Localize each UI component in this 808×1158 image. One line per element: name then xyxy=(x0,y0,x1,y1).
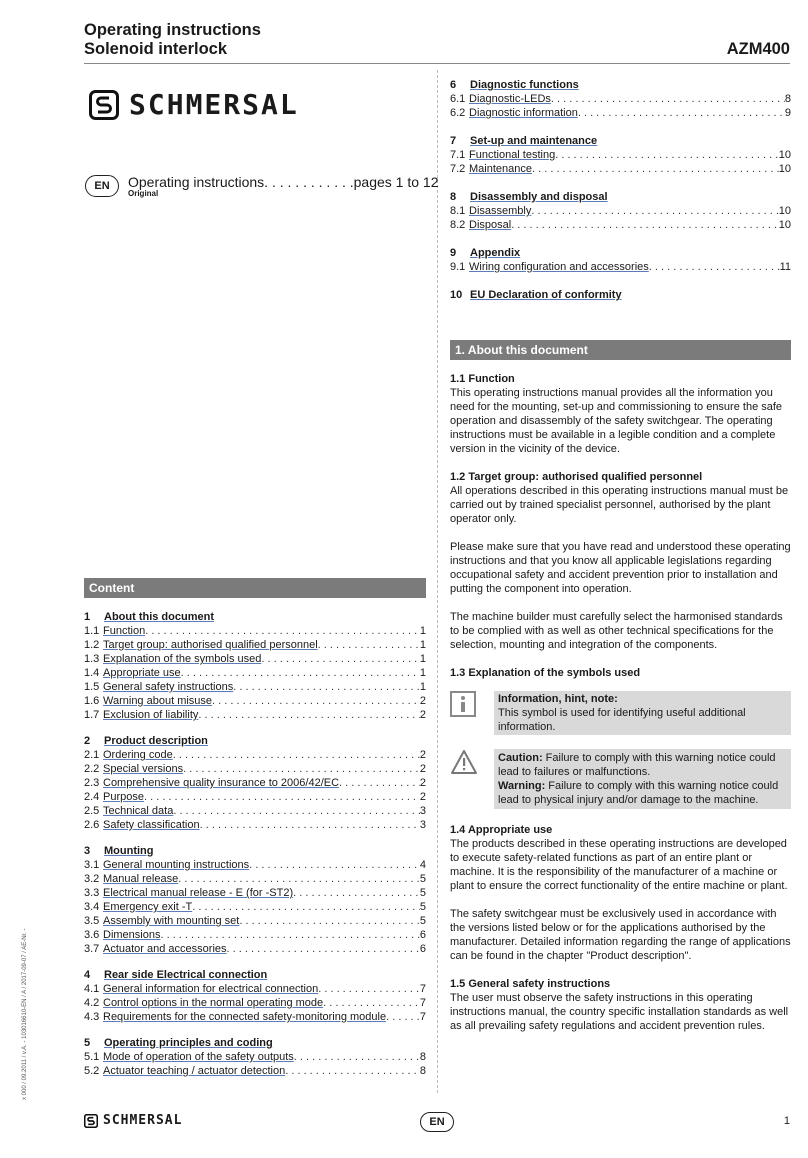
toc-entry-number: 8.2 xyxy=(450,219,466,231)
toc-entry-title[interactable]: Disassembly xyxy=(469,205,532,217)
toc-section-title[interactable]: Rear side Electrical connection xyxy=(104,969,268,981)
toc-section-title[interactable]: Disassembly and disposal xyxy=(470,191,608,203)
caution-text: Failure to comply with this warning notice could lead to failures or malfunctions. xyxy=(498,752,776,778)
toc-leader-dots xyxy=(239,914,420,928)
warning-text: Failure to comply with this warning notice could lead to physical injury and/or damage to the machine. xyxy=(498,780,779,806)
toc-entry-number: 2.4 xyxy=(84,791,100,803)
logo-wordmark: SCHMERSAL xyxy=(129,88,299,121)
toc-entry-page[interactable]: 6 xyxy=(419,929,426,941)
toc-entry-page[interactable]: 7 xyxy=(419,997,426,1009)
toc-entry-page[interactable]: 1 xyxy=(419,653,426,665)
toc-entry[interactable] xyxy=(84,666,426,680)
column-divider xyxy=(437,70,438,1093)
toc-section-title[interactable]: Operating principles and coding xyxy=(104,1037,273,1049)
toc-section-title[interactable]: Product description xyxy=(104,735,208,747)
toc-entry-title[interactable]: Dimensions xyxy=(103,929,161,941)
toc-entry-page[interactable]: 3 xyxy=(419,819,426,831)
toc-leader-dots xyxy=(200,818,420,832)
toc-entry-number: 2.5 xyxy=(84,805,100,817)
toc-entry-number: 1.4 xyxy=(84,667,100,679)
language-badge: EN xyxy=(85,175,119,197)
toc-entry-page[interactable]: 7 xyxy=(419,983,426,995)
toc-entry-title[interactable]: Safety classification xyxy=(103,819,200,831)
toc-entry-title[interactable]: Emergency exit -T xyxy=(103,901,193,913)
toc-entry-number: 2.1 xyxy=(84,749,100,761)
toc-entry-number: 3.4 xyxy=(84,901,100,913)
toc-entry-title[interactable]: Ordering code xyxy=(103,749,173,761)
toc-entry-number: 6.1 xyxy=(450,93,466,105)
toc-entry-title[interactable]: Diagnostic information xyxy=(469,107,578,119)
warning-box xyxy=(494,749,791,809)
toc-section-title[interactable]: About this document xyxy=(104,611,214,623)
toc-entry-number: 7.1 xyxy=(450,149,466,161)
toc-leader-dots xyxy=(227,942,420,956)
schmersal-logo-icon xyxy=(84,1114,98,1128)
toc-entry-title[interactable]: Target group: authorised qualified personnel xyxy=(103,639,318,651)
toc-entry-title[interactable]: Function xyxy=(103,625,146,637)
toc-entry-title[interactable]: General mounting instructions xyxy=(103,859,250,871)
toc-section-heading[interactable] xyxy=(84,968,426,982)
heading-1-5: 1.5 General safety instructions xyxy=(450,978,611,990)
info-title: Information, hint, note: xyxy=(498,693,618,705)
original-label: Original xyxy=(128,189,159,198)
toc-entry-page[interactable]: 5 xyxy=(419,901,426,913)
toc-leader-dots xyxy=(178,872,420,886)
toc-section-heading[interactable] xyxy=(84,844,426,858)
toc-leader-dots xyxy=(323,996,420,1010)
toc-entry-page[interactable]: 8 xyxy=(419,1051,426,1063)
toc-entry-title[interactable]: Wiring configuration and accessories xyxy=(469,261,649,273)
toc-entry-title[interactable]: Manual release xyxy=(103,873,179,885)
toc-entry-page[interactable]: 5 xyxy=(419,887,426,899)
toc-entry-page[interactable]: 1 xyxy=(419,639,426,651)
content-heading-bar xyxy=(84,578,426,598)
toc-leader-dots xyxy=(192,900,420,914)
toc-section-heading[interactable] xyxy=(450,134,791,148)
heading-1-2: 1.2 Target group: authorised qualified personnel xyxy=(450,471,703,483)
toc-entry-number: 4.2 xyxy=(84,997,100,1009)
toc-entry-title[interactable]: Appropriate use xyxy=(103,667,181,679)
toc-entry-title[interactable]: Requirements for the connected safety-monitoring module xyxy=(103,1011,387,1023)
toc-entry[interactable] xyxy=(450,162,791,176)
toc-section-number: 8 xyxy=(450,191,457,203)
document-reference-note: x 000 / 09.2011 / v.A. - 103016610-EN / A / 2017-09-07 / AE-Nr. - xyxy=(22,928,28,1100)
toc-entry[interactable] xyxy=(84,886,426,900)
toc-entry[interactable] xyxy=(450,148,791,162)
toc-section-title[interactable]: Diagnostic functions xyxy=(470,79,579,91)
table-of-contents-left xyxy=(84,610,426,1078)
paragraph-1-2a: All operations described in this operating instructions manual must be carried out by trained specialist personnel, authorised by the plant operator only. xyxy=(450,485,789,525)
toc-entry[interactable] xyxy=(450,260,791,274)
toc-entry-title[interactable]: Technical data xyxy=(103,805,174,817)
toc-leader-dots xyxy=(551,92,785,106)
toc-section-title[interactable]: Appendix xyxy=(470,247,521,259)
toc-entry[interactable] xyxy=(84,996,426,1010)
toc-entry-number: 1.7 xyxy=(84,709,100,721)
toc-entry[interactable] xyxy=(84,694,426,708)
toc-entry-number: 5.2 xyxy=(84,1065,100,1077)
toc-entry[interactable] xyxy=(84,942,426,956)
toc-entry-number: 1.3 xyxy=(84,653,100,665)
toc-entry-title[interactable]: Actuator teaching / actuator detection xyxy=(103,1065,286,1077)
toc-entry[interactable] xyxy=(84,818,426,832)
toc-leader-dots xyxy=(212,694,420,708)
toc-entry[interactable] xyxy=(84,776,426,790)
toc-entry-page[interactable]: 2 xyxy=(419,709,426,721)
toc-entry-number: 2.3 xyxy=(84,777,100,789)
toc-entry-title[interactable]: Assembly with mounting set xyxy=(103,915,240,927)
toc-entry-number: 4.1 xyxy=(84,983,100,995)
toc-entry-page[interactable]: 2 xyxy=(419,695,426,707)
page-number: 1 xyxy=(783,1115,790,1127)
toc-entry-page[interactable]: 10 xyxy=(778,205,791,217)
toc-entry-title[interactable]: Control options in the normal operating mode xyxy=(103,997,324,1009)
paragraph-1-2b: Please make sure that you have read and understood these operating instructions and that you know all applicable legislations regarding occupational safety and accident prevention prior to installation and putting the component into operation. xyxy=(450,541,791,595)
toc-entry-page[interactable]: 8 xyxy=(419,1065,426,1077)
toc-entry-number: 3.6 xyxy=(84,929,100,941)
toc-entry-number: 1.2 xyxy=(84,639,100,651)
toc-leader-dots xyxy=(183,762,420,776)
toc-entry-page[interactable]: 10 xyxy=(778,163,791,175)
toc-entry-title[interactable]: Warning about misuse xyxy=(103,695,213,707)
toc-entry[interactable] xyxy=(84,748,426,762)
toc-entry-number: 5.1 xyxy=(84,1051,100,1063)
toc-section-heading[interactable] xyxy=(450,78,791,92)
info-hint-block xyxy=(450,691,791,735)
toc-entry-number: 2.2 xyxy=(84,763,100,775)
toc-section-heading[interactable] xyxy=(450,190,791,204)
toc-entry-title[interactable]: Purpose xyxy=(103,791,144,803)
toc-entry-page[interactable]: 7 xyxy=(419,1011,426,1023)
toc-section-number: 9 xyxy=(450,247,457,259)
toc-entry-title[interactable]: Exclusion of liability xyxy=(103,709,199,721)
toc-entry[interactable] xyxy=(84,762,426,776)
heading-1-3: 1.3 Explanation of the symbols used xyxy=(450,667,641,679)
toc-section-number: 7 xyxy=(450,135,457,147)
content-heading: Content xyxy=(89,581,135,595)
toc-section-heading[interactable] xyxy=(84,610,426,624)
toc-leader-dots xyxy=(339,776,420,790)
toc-entry[interactable] xyxy=(84,1010,426,1024)
toc-leader-dots xyxy=(173,748,420,762)
toc-entry-number: 3.1 xyxy=(84,859,100,871)
model-name: AZM400 xyxy=(726,40,790,58)
toc-section-number: 6 xyxy=(450,79,457,91)
section-1-body xyxy=(450,372,791,1033)
toc-entry-page[interactable]: 11 xyxy=(779,261,791,273)
toc-entry-page[interactable]: 6 xyxy=(419,943,426,955)
toc-leader-dots xyxy=(233,680,420,694)
toc-leader-dots xyxy=(145,624,420,638)
toc-leader-dots xyxy=(578,106,785,120)
toc-section-heading[interactable] xyxy=(84,734,426,748)
toc-entry-number: 1.5 xyxy=(84,681,100,693)
toc-entry[interactable] xyxy=(84,900,426,914)
paragraph-1-2c: The machine builder must carefully select the harmonised standards to be complied with as well as other technical specifications for the selection, mounting and integration of the components. xyxy=(450,611,783,651)
toc-entry-page[interactable]: 2 xyxy=(419,749,426,761)
footer-language-badge: EN xyxy=(420,1112,454,1132)
toc-leader-dots xyxy=(531,204,778,218)
toc-entry[interactable] xyxy=(84,1064,426,1078)
toc-leader-dots xyxy=(511,218,779,232)
toc-leader-dots xyxy=(293,886,420,900)
toc-entry[interactable] xyxy=(84,624,426,638)
toc-entry-title[interactable]: Comprehensive quality insurance to 2006/42/EC xyxy=(103,777,340,789)
toc-entry[interactable] xyxy=(84,638,426,652)
toc-leader-dots xyxy=(261,652,420,666)
toc-entry-number: 3.3 xyxy=(84,887,100,899)
toc-section-heading[interactable] xyxy=(450,288,791,302)
toc-entry-page[interactable]: 1 xyxy=(419,667,426,679)
heading-1-1: 1.1 Function xyxy=(450,373,515,385)
toc-section-heading[interactable] xyxy=(450,246,791,260)
toc-leader-dots xyxy=(532,162,779,176)
toc-entry[interactable] xyxy=(84,858,426,872)
toc-section-number: 4 xyxy=(84,969,91,981)
heading-1-4: 1.4 Appropriate use xyxy=(450,824,553,836)
toc-entry-title[interactable]: Mode of operation of the safety outputs xyxy=(103,1051,294,1063)
paragraph-1-4a: The products described in these operating instructions are developed to execute safety-related functions as part of an entire plant or machine. It is the responsibility of the manufacturer of a machine or plant to ensure the correct functionality of the entire machine or plant. xyxy=(450,838,788,892)
toc-entry-title[interactable]: Diagnostic-LEDs xyxy=(469,93,551,105)
toc-entry-title[interactable]: Explanation of the symbols used xyxy=(103,653,262,665)
toc-entry[interactable] xyxy=(84,708,426,722)
toc-entry[interactable] xyxy=(450,92,791,106)
toc-entry-title[interactable]: Special versions xyxy=(103,763,184,775)
toc-entry-page[interactable]: 4 xyxy=(419,859,426,871)
operating-instructions-line: Operating instructions. . . . . . . . . . . .pages 1 to 12 xyxy=(128,174,439,190)
toc-entry[interactable] xyxy=(450,204,791,218)
toc-entry-number: 7.2 xyxy=(450,163,466,175)
title-line-2: Solenoid interlock xyxy=(84,40,228,58)
toc-section-number: 3 xyxy=(84,845,91,857)
toc-leader-dots xyxy=(318,638,420,652)
toc-entry[interactable] xyxy=(84,872,426,886)
toc-entry-number: 3.5 xyxy=(84,915,100,927)
toc-entry-number: 6.2 xyxy=(450,107,466,119)
toc-entry[interactable] xyxy=(84,790,426,804)
toc-entry-title[interactable]: Maintenance xyxy=(469,163,532,175)
toc-entry-page[interactable]: 3 xyxy=(419,805,426,817)
toc-leader-dots xyxy=(318,982,420,996)
toc-entry-page[interactable]: 9 xyxy=(784,107,791,119)
warning-hint-block xyxy=(450,749,791,809)
footer-wordmark: SCHMERSAL xyxy=(103,1113,183,1128)
toc-section-heading[interactable] xyxy=(84,1036,426,1050)
toc-entry-title[interactable]: Disposal xyxy=(469,219,512,231)
toc-entry-page[interactable]: 10 xyxy=(778,149,791,161)
toc-section-title[interactable]: Set-up and maintenance xyxy=(470,135,598,147)
caution-label: Caution: xyxy=(498,752,543,764)
toc-section-number: 10 xyxy=(450,289,463,301)
toc-section-title[interactable]: EU Declaration of conformity xyxy=(470,289,622,301)
section-1-bar xyxy=(450,340,791,360)
toc-entry[interactable] xyxy=(84,982,426,996)
toc-entry[interactable] xyxy=(450,218,791,232)
info-box xyxy=(494,691,791,735)
toc-leader-dots xyxy=(173,804,420,818)
toc-entry-page[interactable]: 1 xyxy=(419,625,426,637)
toc-entry-number: 4.3 xyxy=(84,1011,100,1023)
toc-entry-title[interactable]: General information for electrical connection xyxy=(103,983,319,995)
toc-entry[interactable] xyxy=(84,680,426,694)
toc-entry-title[interactable]: General safety instructions xyxy=(103,681,234,693)
toc-entry-number: 3.2 xyxy=(84,873,100,885)
toc-leader-dots xyxy=(649,260,780,274)
table-of-contents-right xyxy=(450,78,791,302)
toc-entry-page[interactable]: 10 xyxy=(778,219,791,231)
toc-leader-dots xyxy=(198,708,420,722)
toc-entry-page[interactable]: 8 xyxy=(784,93,791,105)
warning-triangle-icon xyxy=(450,749,478,775)
toc-leader-dots xyxy=(144,790,420,804)
toc-entry-page[interactable]: 5 xyxy=(419,873,426,885)
footer-logo xyxy=(84,1113,182,1128)
toc-section-number: 2 xyxy=(84,735,91,747)
toc-entry-title[interactable]: Functional testing xyxy=(469,149,556,161)
paragraph-1-1: This operating instructions manual provides all the information you need for the mounting, set-up and commissioning to ensure the safe operation and disassembly of the safety switchgear. The operating instructions must be available in a legible condition and a complete version in the vicinity of the device. xyxy=(450,387,783,455)
schmersal-logo xyxy=(89,88,299,121)
header-rule xyxy=(84,63,790,64)
paragraph-1-4b: The safety switchgear must be exclusively used in accordance with the versions listed below or for the applications authorised by the manufacturer. Detailed information regarding the range of applications can be found in the chapter "Product description". xyxy=(450,908,791,962)
toc-entry[interactable] xyxy=(450,106,791,120)
warning-label: Warning: xyxy=(498,780,546,792)
toc-entry[interactable] xyxy=(84,804,426,818)
toc-entry-number: 9.1 xyxy=(450,261,466,273)
toc-entry-number: 8.1 xyxy=(450,205,466,217)
toc-leader-dots xyxy=(160,928,419,942)
toc-leader-dots xyxy=(555,148,779,162)
toc-entry-number: 3.7 xyxy=(84,943,100,955)
title-line-1: Operating instructions xyxy=(84,21,261,39)
toc-entry[interactable] xyxy=(84,928,426,942)
toc-entry-page[interactable]: 2 xyxy=(419,763,426,775)
toc-entry[interactable] xyxy=(84,914,426,928)
info-icon xyxy=(450,691,476,717)
toc-leader-dots xyxy=(294,1050,420,1064)
toc-entry-page[interactable]: 2 xyxy=(419,791,426,803)
toc-section-title[interactable]: Mounting xyxy=(104,845,154,857)
toc-entry[interactable] xyxy=(84,652,426,666)
toc-entry-title[interactable]: Electrical manual release - E (for -ST2) xyxy=(103,887,294,899)
toc-entry-title[interactable]: Actuator and accessories xyxy=(103,943,227,955)
info-text: This symbol is used for identifying useful additional information. xyxy=(498,707,746,733)
toc-section-number: 1 xyxy=(84,611,91,623)
toc-entry-page[interactable]: 1 xyxy=(419,681,426,693)
toc-entry-number: 1.6 xyxy=(84,695,100,707)
schmersal-logo-icon xyxy=(89,90,119,120)
toc-entry-number: 1.1 xyxy=(84,625,100,637)
toc-leader-dots xyxy=(249,858,420,872)
toc-leader-dots xyxy=(285,1064,420,1078)
toc-entry-number: 2.6 xyxy=(84,819,100,831)
toc-entry-page[interactable]: 5 xyxy=(419,915,426,927)
paragraph-1-5: The user must observe the safety instructions in this operating instructions manual, the country specific installation standards as well as all prevailing safety regulations and accident prevention rules. xyxy=(450,992,789,1032)
toc-entry[interactable] xyxy=(84,1050,426,1064)
toc-entry-page[interactable]: 2 xyxy=(419,777,426,789)
document-title xyxy=(84,21,261,59)
section-1-heading: 1. About this document xyxy=(455,343,588,357)
toc-section-number: 5 xyxy=(84,1037,91,1049)
toc-leader-dots xyxy=(181,666,420,680)
toc-leader-dots xyxy=(386,1010,420,1024)
